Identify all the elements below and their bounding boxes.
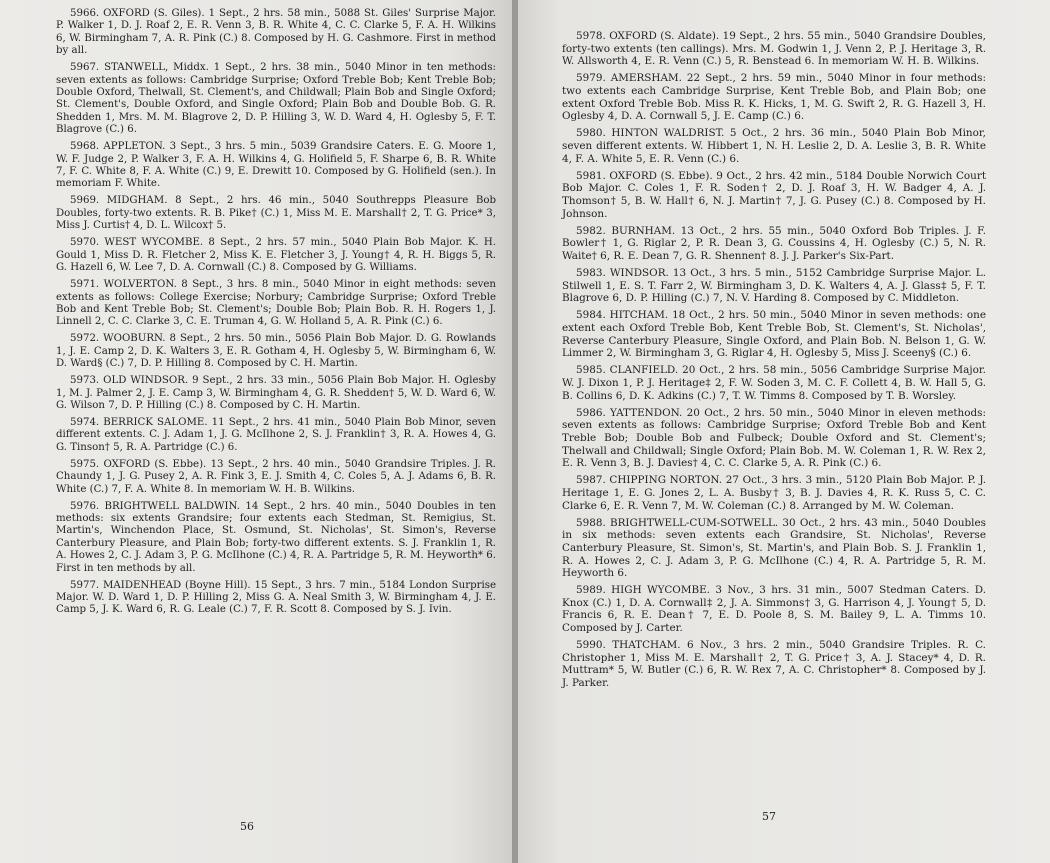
peal-record: 5988. BRIGHTWELL-CUM-SOTWELL. 30 Oct., 2 hrs. 43 min., 5040 Doubles in six methods: seven extents each Grandsire, St. Nicholas', Reverse Canterbury Pleasure, St. Simon's, St. Martin's, and Plain Bob. S. J. Franklin 1, R. A. Howes 2, C. J. Adam 3, P. G. McIlhone (C.) 4, R. A. Partridge 5, R. M. Heyworth 6. — [562, 516, 986, 580]
peal-record: 5972. WOOBURN. 8 Sept., 2 hrs. 50 min., 5056 Plain Bob Major. D. G. Rowlands 1, J. E. Camp 2, D. K. Walters 3, E. R. Gotham 4, H. Oglesby 5, W. Birmingham 6, W. D. Ward§ (C.) 7, D. P. Hilling 8. Composed by C. H. Martin. — [56, 333, 496, 370]
peal-record: 5983. WINDSOR. 13 Oct., 3 hrs. 5 min., 5152 Cambridge Surprise Major. L. Stilwell 1, E. S. T. Farr 2, W. Birmingham 3, D. K. Walters 4, A. J. Glass‡ 5, F. T. Blagrove 6, D. P. Hilling (C.) 7, N. V. Harding 8. Composed by C. Middleton. — [562, 267, 986, 305]
left-entries — [56, 8, 496, 617]
peal-record: 5969. MIDGHAM. 8 Sept., 2 hrs. 46 min., 5040 Southrepps Pleasure Bob Doubles, forty-two extents. R. B. Pike† (C.) 1, Miss M. E. Marshall† 2, T. G. Price* 3, Miss J. Curtis† 4, D. L. Wilcox† 5. — [56, 195, 496, 232]
peal-record: 5971. WOLVERTON. 8 Sept., 3 hrs. 8 min., 5040 Minor in eight methods: seven extents as follows: College Exercise; Norbury; Cambridge Surprise; Oxford Treble Bob and Kent Treble Bob; St. Clement's; Double Bob; Plain Bob. R. H. Rogers 1, J. Linnell 2, C. C. Clarke 3, C. E. Truman 4, G. W. Holland 5, A. R. Pink (C.) 6. — [56, 279, 496, 328]
peal-record: 5978. OXFORD (S. Aldate). 19 Sept., 2 hrs. 55 min., 5040 Grandsire Doubles, forty-two extents (ten callings). Mrs. M. Godwin 1, J. Venn 2, P. J. Heritage 3, R. W. Allsworth 4, E. R. Venn (C.) 5, R. Benstead 6. In memoriam W. H. B. Wilkins. — [562, 30, 986, 68]
peal-record: 5989. HIGH WYCOMBE. 3 Nov., 3 hrs. 31 min., 5007 Stedman Caters. D. Knox (C.) 1, D. A. Cornwall‡ 2, J. A. Simmons† 3, G. Harrison 4, J. Young† 5, D. Francis 6, R. E. Dean† 7, E. D. Poole 8, S. M. Bailey 9, L. A. Timms 10. Composed by J. Carter. — [562, 584, 986, 635]
peal-record: 5985. CLANFIELD. 20 Oct., 2 hrs. 58 min., 5056 Cambridge Surprise Major. W. J. Dixon 1, P. J. Heritage‡ 2, F. W. Soden 3, M. C. F. Collett 4, B. W. Hall 5, G. B. Collins 6, D. K. Adkins (C.) 7, T. W. Timms 8. Composed by T. B. Worsley. — [562, 364, 986, 402]
peal-record: 5974. BERRICK SALOME. 11 Sept., 2 hrs. 41 min., 5040 Plain Bob Minor, seven different extents. C. J. Adam 1, J. G. McIlhone 2, S. J. Franklin† 3, R. A. Howes 4, G. G. Tinson† 5, R. A. Partridge (C.) 6. — [56, 416, 496, 453]
peal-record: 5967. STANWELL, Middx. 1 Sept., 2 hrs. 38 min., 5040 Minor in ten methods: seven extents as follows: Cambridge Surprise; Oxford Treble Bob; Kent Treble Bob; Double Oxford, Thelwall, St. Clement's, and Childwall; Plain Bob and Single Oxford; St. Clement's, Double Oxford, and Single Oxford; Plain Bob and Double Bob. G. R. Shedden 1, Mrs. M. M. Blagrove 2, D. P. Hilling 3, W. D. Ward 4, H. Oglesby 5, F. T. Blagrove (C.) 6. — [56, 62, 496, 136]
right-entries — [562, 30, 986, 690]
peal-record: 5973. OLD WINDSOR. 9 Sept., 2 hrs. 33 min., 5056 Plain Bob Major. H. Oglesby 1, M. J. Palmer 2, J. E. Camp 3, W. Birmingham 4, G. R. Shedden† 5, W. D. Ward 6, W. G. Wilson 7, D. P. Hilling (C.) 8. Composed by C. H. Martin. — [56, 375, 496, 411]
peal-record: 5984. HITCHAM. 18 Oct., 2 hrs. 50 min., 5040 Minor in seven methods: one extent each Oxford Treble Bob, Kent Treble Bob, St. Clement's, St. Nicholas', Reverse Canterbury Pleasure, Single Oxford, and Plain Bob. N. Belson 1, G. W. Limmer 2, W. Birmingham 3, G. Riglar 4, H. Oglesby 5, Miss J. Sceeny§ (C.) 6. — [562, 309, 986, 360]
left-page — [0, 0, 512, 863]
peal-record: 5982. BURNHAM. 13 Oct., 2 hrs. 55 min., 5040 Oxford Bob Triples. J. F. Bowler† 1, G. Riglar 2, P. R. Dean 3, G. Coussins 4, H. Oglesby (C.) 5, N. R. Waite† 6, R. E. Dean 7, G. R. Shennen† 8. J. J. Parker's Six-Part. — [562, 224, 986, 262]
peal-record: 5975. OXFORD (S. Ebbe). 13 Sept., 2 hrs. 40 min., 5040 Grandsire Triples. J. R. Chaundy 1, J. G. Pusey 2, A. R. Fink 3, E. J. Smith 4, C. Coles 5, A. J. Adams 6, B. R. White (C.) 7, F. A. White 8. In memoriam W. H. B. Wilkins. — [56, 458, 496, 495]
page-number-right: 57 — [762, 810, 776, 823]
peal-record: 5987. CHIPPING NORTON. 27 Oct., 3 hrs. 3 min., 5120 Plain Bob Major. P. J. Heritage 1, E. G. Jones 2, L. A. Busby† 3, B. J. Davies 4, R. K. Russ 5, C. C. Clarke 6, E. R. Venn 7, M. W. Coleman (C.) 8. Arranged by M. W. Coleman. — [562, 474, 986, 512]
peal-record: 5990. THATCHAM. 6 Nov., 3 hrs. 2 min., 5040 Grandsire Triples. R. C. Christopher 1, Miss M. E. Marshall† 2, T. G. Price† 3, A. J. Stacey* 4, D. R. Muttram* 5, W. Butler (C.) 6, R. W. Rex 7, A. C. Christopher* 8. Composed by J. J. Parker. — [562, 639, 986, 690]
peal-record: 5966. OXFORD (S. Giles). 1 Sept., 2 hrs. 58 min., 5088 St. Giles' Surprise Major. P. Walker 1, D. J. Roaf 2, E. R. Venn 3, B. R. White 4, C. C. Clarke 5, F. A. H. Wilkins 6, W. Birmingham 7, A. R. Pink (C.) 8. Composed by H. G. Cashmore. First in method by all. — [56, 8, 496, 57]
peal-record: 5981. OXFORD (S. Ebbe). 9 Oct., 2 hrs. 42 min., 5184 Double Norwich Court Bob Major. C. Coles 1, F. R. Soden† 2, D. J. Roaf 3, H. W. Badger 4, A. J. Thomson† 5, B. W. Hall† 6, N. J. Martin† 7, J. G. Pusey (C.) 8. Composed by H. Johnson. — [562, 169, 986, 220]
peal-record: 5980. HINTON WALDRIST. 5 Oct., 2 hrs. 36 min., 5040 Plain Bob Minor, seven different extents. W. Hibbert 1, N. H. Leslie 2, D. A. Leslie 3, B. R. White 4, F. A. White 5, E. R. Venn (C.) 6. — [562, 127, 986, 165]
page-number-left: 56 — [240, 820, 254, 833]
peal-record: 5977. MAIDENHEAD (Boyne Hill). 15 Sept., 3 hrs. 7 min., 5184 London Surprise Major. W. D. Ward 1, D. P. Hilling 2, Miss G. A. Neal Smith 3, W. Birmingham 4, J. E. Camp 5, J. K. Ward 6, R. G. Leale (C.) 7, F. R. Scott 8. Composed by S. J. Ivin. — [56, 579, 496, 616]
peal-record: 5970. WEST WYCOMBE. 8 Sept., 2 hrs. 57 min., 5040 Plain Bob Major. K. H. Gould 1, Miss D. R. Fletcher 2, Miss K. E. Fletcher 3, J. Young† 4, R. H. Biggs 5, R. G. Hazell 6, W. Lee 7, D. A. Cornwall (C.) 8. Composed by G. Williams. — [56, 237, 496, 274]
peal-record: 5968. APPLETON. 3 Sept., 3 hrs. 5 min., 5039 Grandsire Caters. E. G. Moore 1, W. F. Judge 2, P. Walker 3, F. A. H. Wilkins 4, G. Holifield 5, F. Sharpe 6, B. R. White 7, F. C. White 8, F. A. White (C.) 9, E. Drewitt 10. Composed by G. Holifield (sen.). In memoriam F. White. — [56, 141, 496, 190]
peal-record: 5976. BRIGHTWELL BALDWIN. 14 Sept., 2 hrs. 40 min., 5040 Doubles in ten methods: six extents Grandsire; four extents each Stedman, St. Remigius, St. Martin's, Winchendon Place, St. Osmund, St. Nicholas', St. Simon's, Reverse Canterbury Pleasure, and Plain Bob; forty-two different extents. S. J. Franklin 1, R. A. Howes 2, C. J. Adam 3, P. G. McIlhone (C.) 4, R. A. Partridge 5, R. M. Heyworth* 6. First in ten methods by all. — [56, 500, 496, 574]
peal-record: 5986. YATTENDON. 20 Oct., 2 hrs. 50 min., 5040 Minor in eleven methods: seven extents as follows: Cambridge Surprise; Oxford Treble Bob and Kent Treble Bob; Double Bob and Fulbeck; Double Oxford and St. Clement's; Thelwall and Childwall; Single Oxford; Plain Bob. M. W. Coleman 1, R. W. Rex 2, E. R. Venn 3, B. J. Davies† 4, C. C. Clarke 5, A. R. Pink (C.) 6. — [562, 406, 986, 470]
peal-record: 5979. AMERSHAM. 22 Sept., 2 hrs. 59 min., 5040 Minor in four methods: two extents each Cambridge Surprise, Kent Treble Bob, and Plain Bob; one extent Oxford Treble Bob. Miss R. K. Hicks, 1, M. G. Swift 2, R. G. Hazell 3, H. Oglesby 4, D. A. Cornwall 5, J. E. Camp (C.) 6. — [562, 72, 986, 123]
right-page — [518, 0, 1050, 863]
